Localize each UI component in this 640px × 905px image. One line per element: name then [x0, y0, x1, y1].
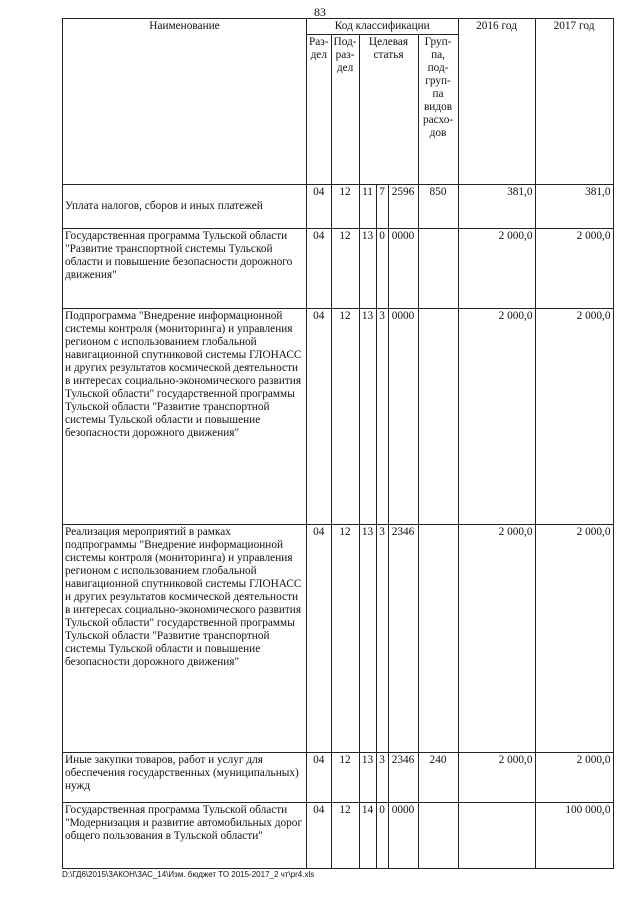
footer-file-path: D:\ГД6\2015\ЗАКОН\ЗАС_14\Изм. бюджет ТО 2015-2017_2 чт\pr4.xls: [62, 870, 315, 879]
row-2017: 2 000,0: [535, 525, 613, 753]
header-podrazdel: Под-раз-дел: [331, 35, 359, 185]
row-name: Уплата налогов, сборов и иных платежей: [63, 185, 307, 229]
row-2016: 2 000,0: [458, 753, 535, 803]
table-row: [63, 753, 614, 803]
header-code-group: Код классификации: [307, 19, 459, 35]
row-cs3: 2596: [388, 185, 418, 229]
row-cs3: 2346: [388, 525, 418, 753]
row-2016: 2 000,0: [458, 229, 535, 309]
table-row: [63, 309, 614, 525]
row-cs1: 11: [359, 185, 376, 229]
row-name: Подпрограмма "Внедрение информационной системы контроля (мониторинга) и управления регионом с использованием глобальной навигационной спутниковой системы ГЛОНАСС и других результатов космической деятельности в интересах социально-экономического развития Тульской области" государственной программы Тульской области "Развитие транспортной системы Тульской области и повышение безопасности дорожного движения": [63, 309, 307, 525]
row-vr: [418, 229, 458, 309]
row-name: Иные закупки товаров, работ и услуг для обеспечения государственных (муниципальных) нужд: [63, 753, 307, 803]
header-2016: 2016 год: [458, 19, 535, 185]
row-cs3: 0000: [388, 803, 418, 869]
row-rz: 04: [307, 309, 332, 525]
row-vr: 850: [418, 185, 458, 229]
row-cs2: 3: [376, 753, 388, 803]
row-name: Реализация мероприятий в рамках подпрограммы "Внедрение информационной системы контроля (мониторинга) и управления регионом с использованием глобальной навигационной спутниковой системы ГЛОНАСС и других результатов космической деятельности в интересах социально-экономического развития Тульской области" государственной программы Тульской области "Развитие транспортной системы Тульской области и повышение безопасности дорожного движения": [63, 525, 307, 753]
row-cs3: 2346: [388, 753, 418, 803]
row-pr: 12: [331, 803, 359, 869]
row-cs2: 0: [376, 803, 388, 869]
row-rz: 04: [307, 803, 332, 869]
header-razdel: Раз-дел: [307, 35, 332, 185]
row-2017: 100 000,0: [535, 803, 613, 869]
row-rz: 04: [307, 753, 332, 803]
header-name: Наименование: [63, 19, 307, 185]
row-rz: 04: [307, 229, 332, 309]
row-pr: 12: [331, 753, 359, 803]
row-rz: 04: [307, 525, 332, 753]
row-cs3: 0000: [388, 309, 418, 525]
row-cs1: 13: [359, 525, 376, 753]
row-pr: 12: [331, 309, 359, 525]
row-pr: 12: [331, 185, 359, 229]
row-2017: 2 000,0: [535, 229, 613, 309]
row-cs3: 0000: [388, 229, 418, 309]
row-2016: 2 000,0: [458, 525, 535, 753]
row-cs1: 13: [359, 753, 376, 803]
row-cs2: 3: [376, 309, 388, 525]
row-cs2: 3: [376, 525, 388, 753]
budget-table: [62, 18, 614, 869]
row-pr: 12: [331, 525, 359, 753]
row-vr: 240: [418, 753, 458, 803]
row-cs1: 14: [359, 803, 376, 869]
header-expense-group: Груп-па, под-груп-па видов расхо-дов: [418, 35, 458, 185]
row-vr: [418, 525, 458, 753]
row-name: Государственная программа Тульской области "Развитие транспортной системы Тульской области и повышение безопасности дорожного движения": [63, 229, 307, 309]
row-pr: 12: [331, 229, 359, 309]
table-row: [63, 229, 614, 309]
header-2017: 2017 год: [535, 19, 613, 185]
row-vr: [418, 309, 458, 525]
row-cs1: 13: [359, 309, 376, 525]
row-cs2: 0: [376, 229, 388, 309]
row-2016: [458, 803, 535, 869]
row-rz: 04: [307, 185, 332, 229]
row-2016: 381,0: [458, 185, 535, 229]
table-row: [63, 185, 614, 229]
row-vr: [418, 803, 458, 869]
table-row: [63, 803, 614, 869]
table-row: [63, 525, 614, 753]
row-2017: 381,0: [535, 185, 613, 229]
row-cs2: 7: [376, 185, 388, 229]
row-2017: 2 000,0: [535, 753, 613, 803]
row-name: Государственная программа Тульской области "Модернизация и развитие автомобильных дорог общего пользования в Тульской области": [63, 803, 307, 869]
page-number: 83: [314, 5, 326, 19]
row-2016: 2 000,0: [458, 309, 535, 525]
row-cs1: 13: [359, 229, 376, 309]
header-target-item: Целевая статья: [359, 35, 418, 185]
row-2017: 2 000,0: [535, 309, 613, 525]
